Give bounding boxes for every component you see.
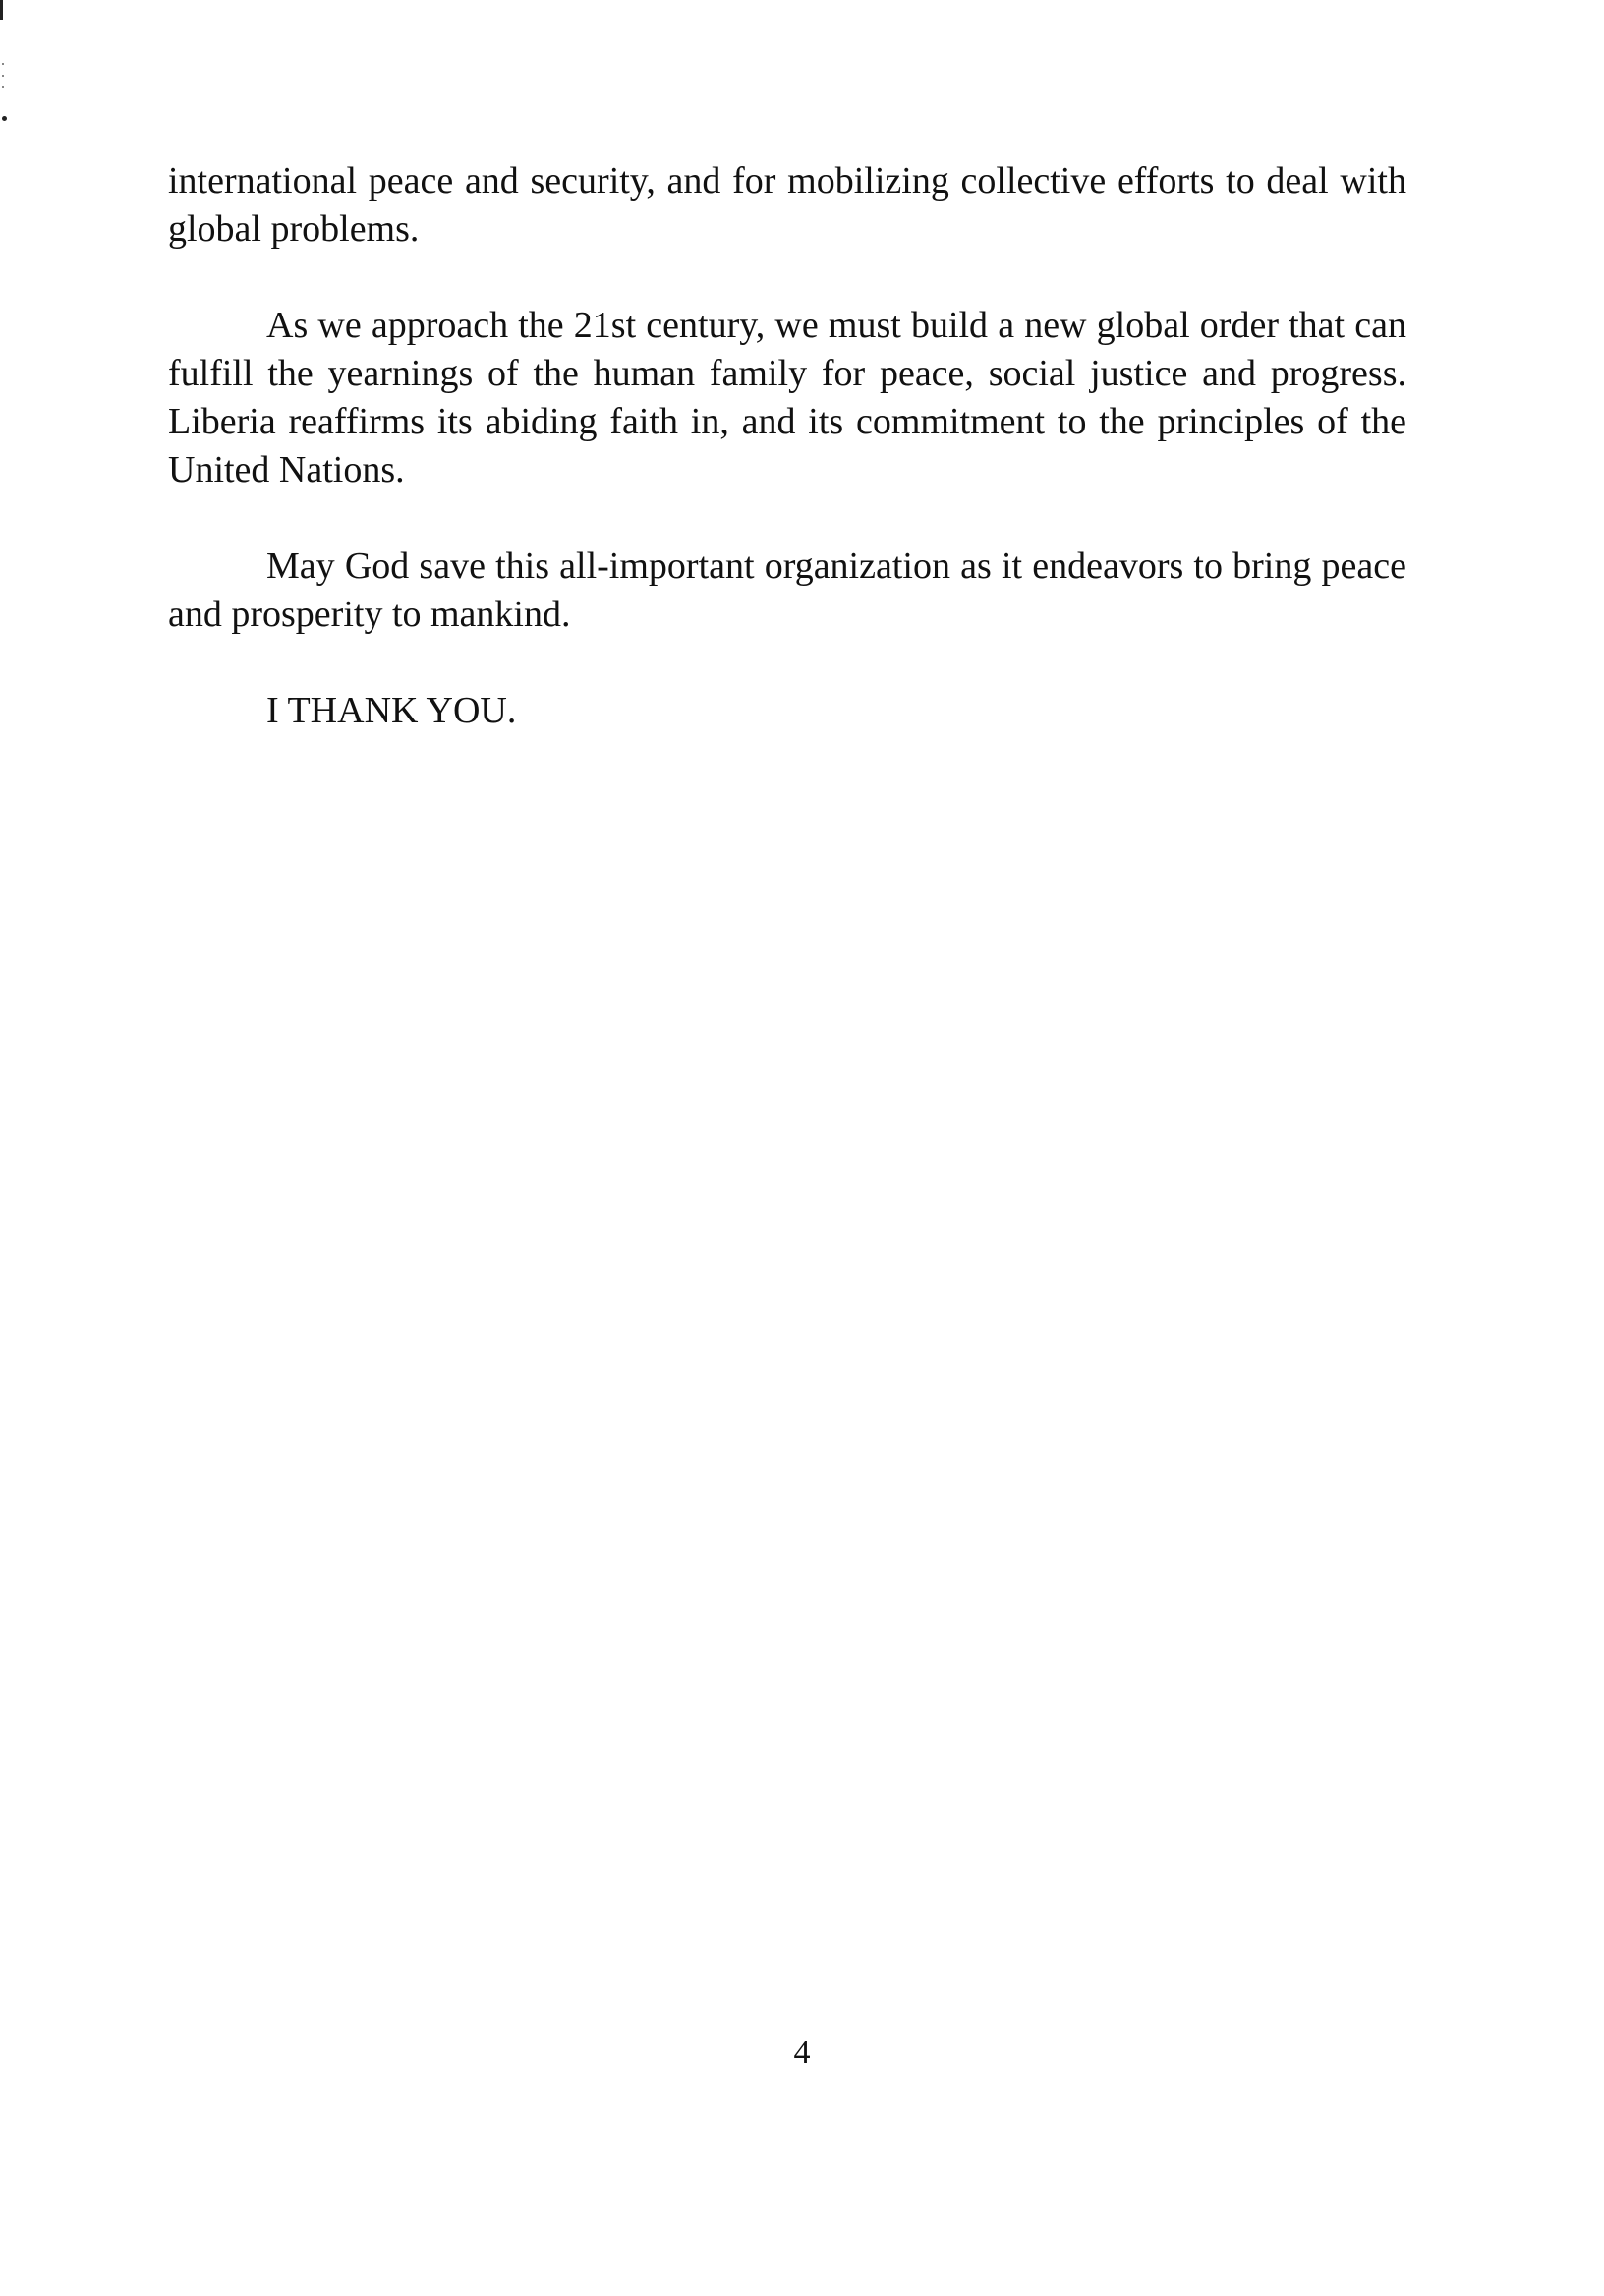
scan-speckles [2,63,4,122]
closing-line: I THANK YOU. [266,690,517,731]
paragraph-continuation: international peace and security, and for mobilizing collective efforts to deal with global problems. [168,160,1406,250]
paragraph-blessing: May God save this all-important organization as it endeavors to bring peace and prosperity to mankind. [168,545,1406,635]
scan-dot-mark [2,116,7,121]
page-number: 4 [793,2035,811,2071]
document-body [168,157,1406,783]
paragraph-global-order: As we approach the 21st century, we must build a new global order that can fulfill the yearnings of the human family for peace, social justice and progress. Liberia reaffirms its abiding faith in, and its commitment to the principles of the United Nations. [168,305,1406,490]
scan-edge-mark [0,0,3,20]
